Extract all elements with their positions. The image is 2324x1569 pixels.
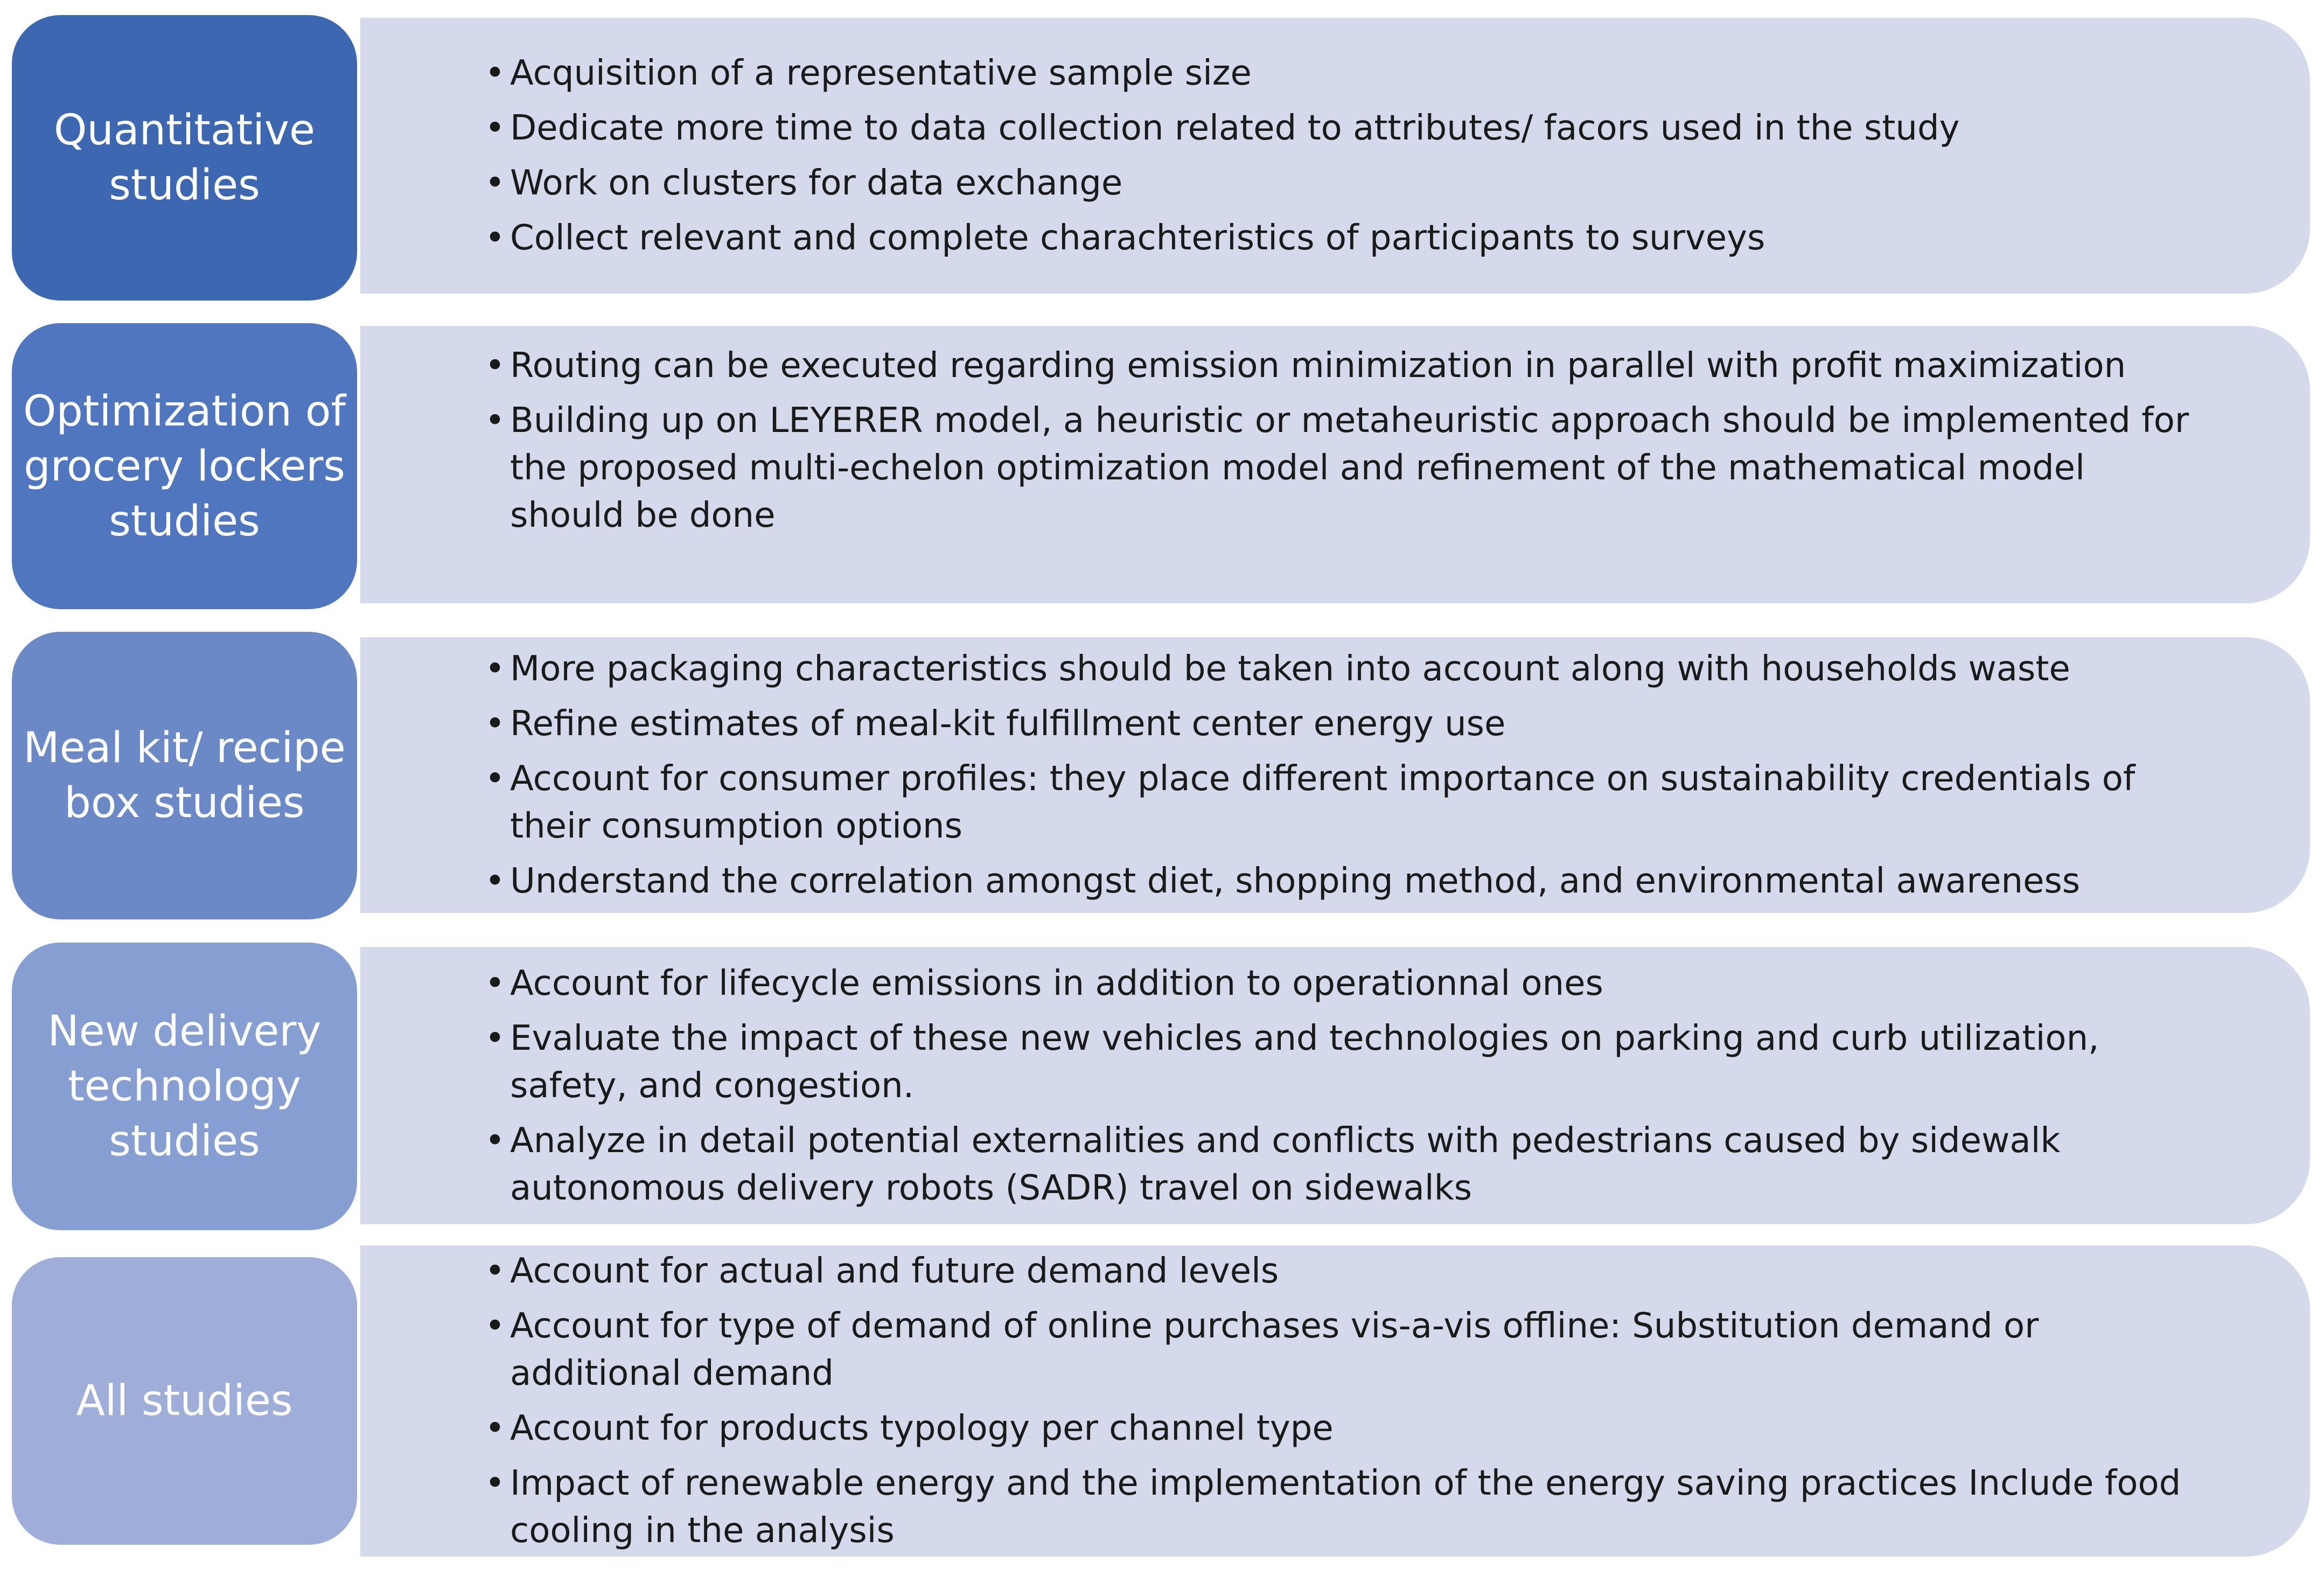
category-label-all-studies xyxy=(12,1257,357,1545)
list-item: • Impact of renewable energy and the implementation of the energy saving practices Include food cooling in the analysis xyxy=(484,1460,2202,1554)
bullet-icon: • xyxy=(485,861,505,901)
category-label-new-delivery-technology xyxy=(12,943,357,1230)
category-label-text: New delivery technology studies xyxy=(47,1007,322,1166)
bullet-icon: • xyxy=(485,759,505,799)
category-label-text: Quantitative studies xyxy=(53,106,316,210)
category-label-grocery-lockers xyxy=(12,323,357,609)
list-item: • Building up on LEYERER model, a heuristic or metaheuristic approach should be implemented for the proposed multi-echelon optimization model and refinement of the mathematical model should be done xyxy=(484,397,2202,539)
bullet-icon: • xyxy=(485,1251,505,1291)
list-item: • Understand the correlation amongst diet, shopping method, and environmental awareness xyxy=(484,857,2202,905)
list-item: • Analyze in detail potential externalities and conflicts with pedestrians caused by sidewalk autonomous delivery robots (SADR) travel on sidewalks xyxy=(484,1117,2202,1212)
list-item: • Work on clusters for data exchange xyxy=(484,159,2202,207)
bullet-icon: • xyxy=(485,1408,505,1448)
list-item: • Refine estimates of meal-kit fulfillment center energy use xyxy=(484,700,2202,748)
bullet-list xyxy=(484,960,2202,1212)
bullet-list xyxy=(484,50,2202,262)
bullet-icon: • xyxy=(485,963,505,1003)
recommendations-panel-meal-kit xyxy=(360,637,2310,913)
list-item: • More packaging characteristics should be taken into account along with households waste xyxy=(484,645,2202,693)
bullet-icon: • xyxy=(485,346,505,386)
category-label-quantitative xyxy=(12,15,357,301)
list-item: • Account for lifecycle emissions in addition to operationnal ones xyxy=(484,960,2202,1007)
bullet-icon: • xyxy=(485,218,505,258)
bullet-icon: • xyxy=(485,163,505,203)
list-item: • Account for type of demand of online purchases vis-a-vis offline: Substitution demand or additional demand xyxy=(484,1302,2202,1397)
recommendations-panel-quantitative xyxy=(360,18,2310,294)
bullet-icon: • xyxy=(485,1018,505,1058)
category-label-text: All studies xyxy=(76,1377,293,1425)
bullet-icon: • xyxy=(485,1120,505,1161)
list-item: • Account for actual and future demand levels xyxy=(484,1247,2202,1295)
recommendations-panel-grocery-lockers xyxy=(360,326,2310,603)
bullet-icon: • xyxy=(485,1463,505,1503)
category-label-text: Meal kit/ recipe box studies xyxy=(23,724,346,827)
category-label-meal-kit xyxy=(12,632,357,919)
list-item: • Dedicate more time to data collection related to attributes/ facors used in the study xyxy=(484,104,2202,152)
bullet-icon: • xyxy=(485,108,505,148)
bullet-icon: • xyxy=(485,1306,505,1346)
bullet-list xyxy=(484,1247,2202,1554)
bullet-icon: • xyxy=(485,649,505,689)
category-label-text: Optimization of grocery lockers studies xyxy=(23,387,346,546)
list-item: • Collect relevant and complete charachteristics of participants to surveys xyxy=(484,214,2202,262)
list-item: • Account for consumer profiles: they place different importance on sustainability credentials of their consumption options xyxy=(484,755,2202,850)
list-item: • Evaluate the impact of these new vehicles and technologies on parking and curb utilization, safety, and congestion. xyxy=(484,1015,2202,1110)
bullet-icon: • xyxy=(485,401,505,441)
bullet-list xyxy=(484,645,2202,905)
bullet-icon: • xyxy=(485,704,505,744)
list-item: • Routing can be executed regarding emission minimization in parallel with profit maximization xyxy=(484,342,2202,389)
list-item: • Account for products typology per channel type xyxy=(484,1405,2202,1452)
recommendations-panel-all-studies xyxy=(360,1245,2310,1557)
list-item: • Acquisition of a representative sample size xyxy=(484,50,2202,97)
recommendations-panel-new-delivery-technology xyxy=(360,947,2310,1224)
bullet-icon: • xyxy=(485,53,505,93)
bullet-list xyxy=(484,342,2202,539)
